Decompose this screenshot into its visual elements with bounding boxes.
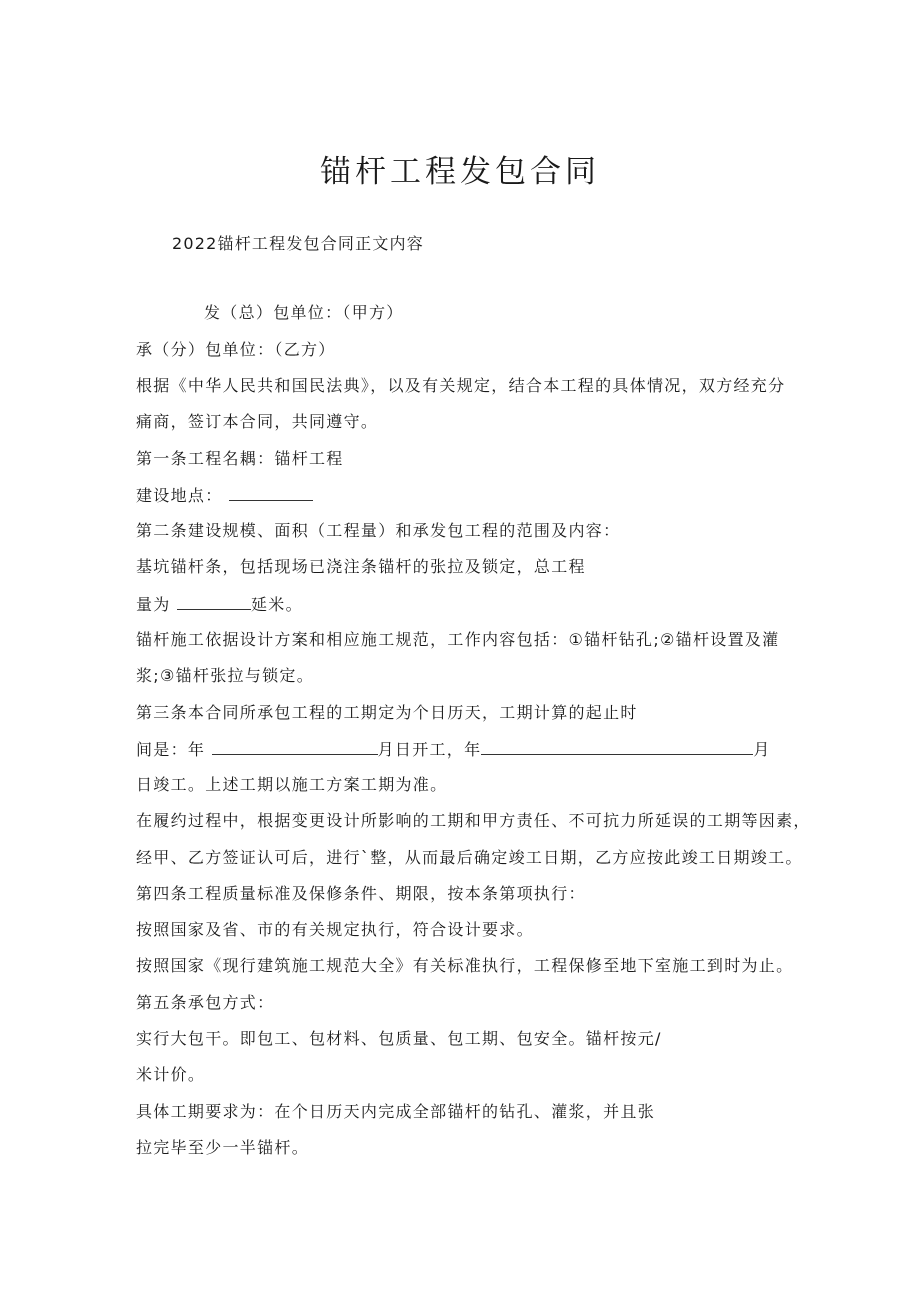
change-line-2: 经甲、乙方签证认可后，进行`整，从而最后确定竣工日期，乙方应按此竣工日期竣工。 [136, 848, 803, 867]
quality-line-2: 按照国家《现行建筑施工规范大全》有关标准执行，工程保修至地下室施工到时为止。 [136, 956, 794, 975]
site-label: 建设地点： [136, 486, 223, 505]
work-line-2: 浆;③锚杆张拉与锁定。 [136, 666, 315, 685]
start-year-blank [212, 739, 378, 755]
article-2: 第二条建设规模、面积（工程量）和承发包工程的范围及内容： [136, 521, 621, 540]
quantity-line [136, 594, 303, 615]
article-5: 第五条承包方式： [136, 993, 275, 1012]
intro-line-2: 痛商，签订本合同，共同遵守。 [136, 412, 379, 431]
article-1: 第一条工程名耦：锚杆工程 [136, 449, 344, 468]
period-line [136, 739, 771, 760]
scope-line-1: 基坑锚杆条，包括现场已浇注条锚杆的张拉及锁定，总工程 [136, 557, 586, 576]
work-line-1: 锚杆施工依据设计方案和相应施工规范，工作内容包括：①锚杆钻孔;②锚杆设置及灌 [136, 630, 780, 649]
quantity-suffix: 延米。 [251, 595, 303, 614]
quantity-blank [177, 594, 251, 610]
change-line-1: 在履约过程中，根据变更设计所影响的工期和甲方责任、不可抗力所延误的工期等因素， [136, 811, 811, 830]
quality-line-1: 按照国家及省、市的有关规定执行，符合设计要求。 [136, 920, 534, 939]
party-b-line: 承（分）包单位：（乙方） [136, 340, 336, 359]
schedule-line-2: 拉完毕至少一半锚杆。 [136, 1138, 310, 1157]
site-blank [229, 485, 313, 501]
document-title: 锚杆工程发包合同 [320, 154, 600, 190]
contract-line-2: 米计价。 [136, 1065, 206, 1084]
schedule-line-1: 具体工期要求为：在个日历天内完成全部锚杆的钻孔、灌浆，并且张 [136, 1102, 656, 1121]
period-mid: 月日开工，年 [377, 740, 482, 759]
period-prefix: 间是：年 [136, 740, 206, 759]
contract-line-1: 实行大包干。即包工、包材料、包质量、包工期、包安全。锚杆按元/ [136, 1029, 662, 1048]
site-line [136, 485, 313, 506]
period-suffix: 月 [753, 740, 771, 759]
end-year-blank [481, 739, 753, 755]
article-4: 第四条工程质量标准及保修条件、期限，按本条第项执行： [136, 884, 586, 903]
article-3: 第三条本合同所承包工程的工期定为个日历天，工期计算的起止时 [136, 703, 638, 722]
intro-line-1: 根据《中华人民共和国民法典》，以及有关规定，结合本工程的具体情况，双方经充分 [136, 376, 786, 395]
document-subtitle: 2022锚杆工程发包合同正文内容 [172, 234, 424, 253]
quantity-prefix: 量为 [136, 595, 171, 614]
party-a-line: 发（总）包单位：（甲方） [204, 303, 404, 322]
period-line-2: 日竣工。上述工期以施工方案工期为准。 [136, 775, 448, 794]
